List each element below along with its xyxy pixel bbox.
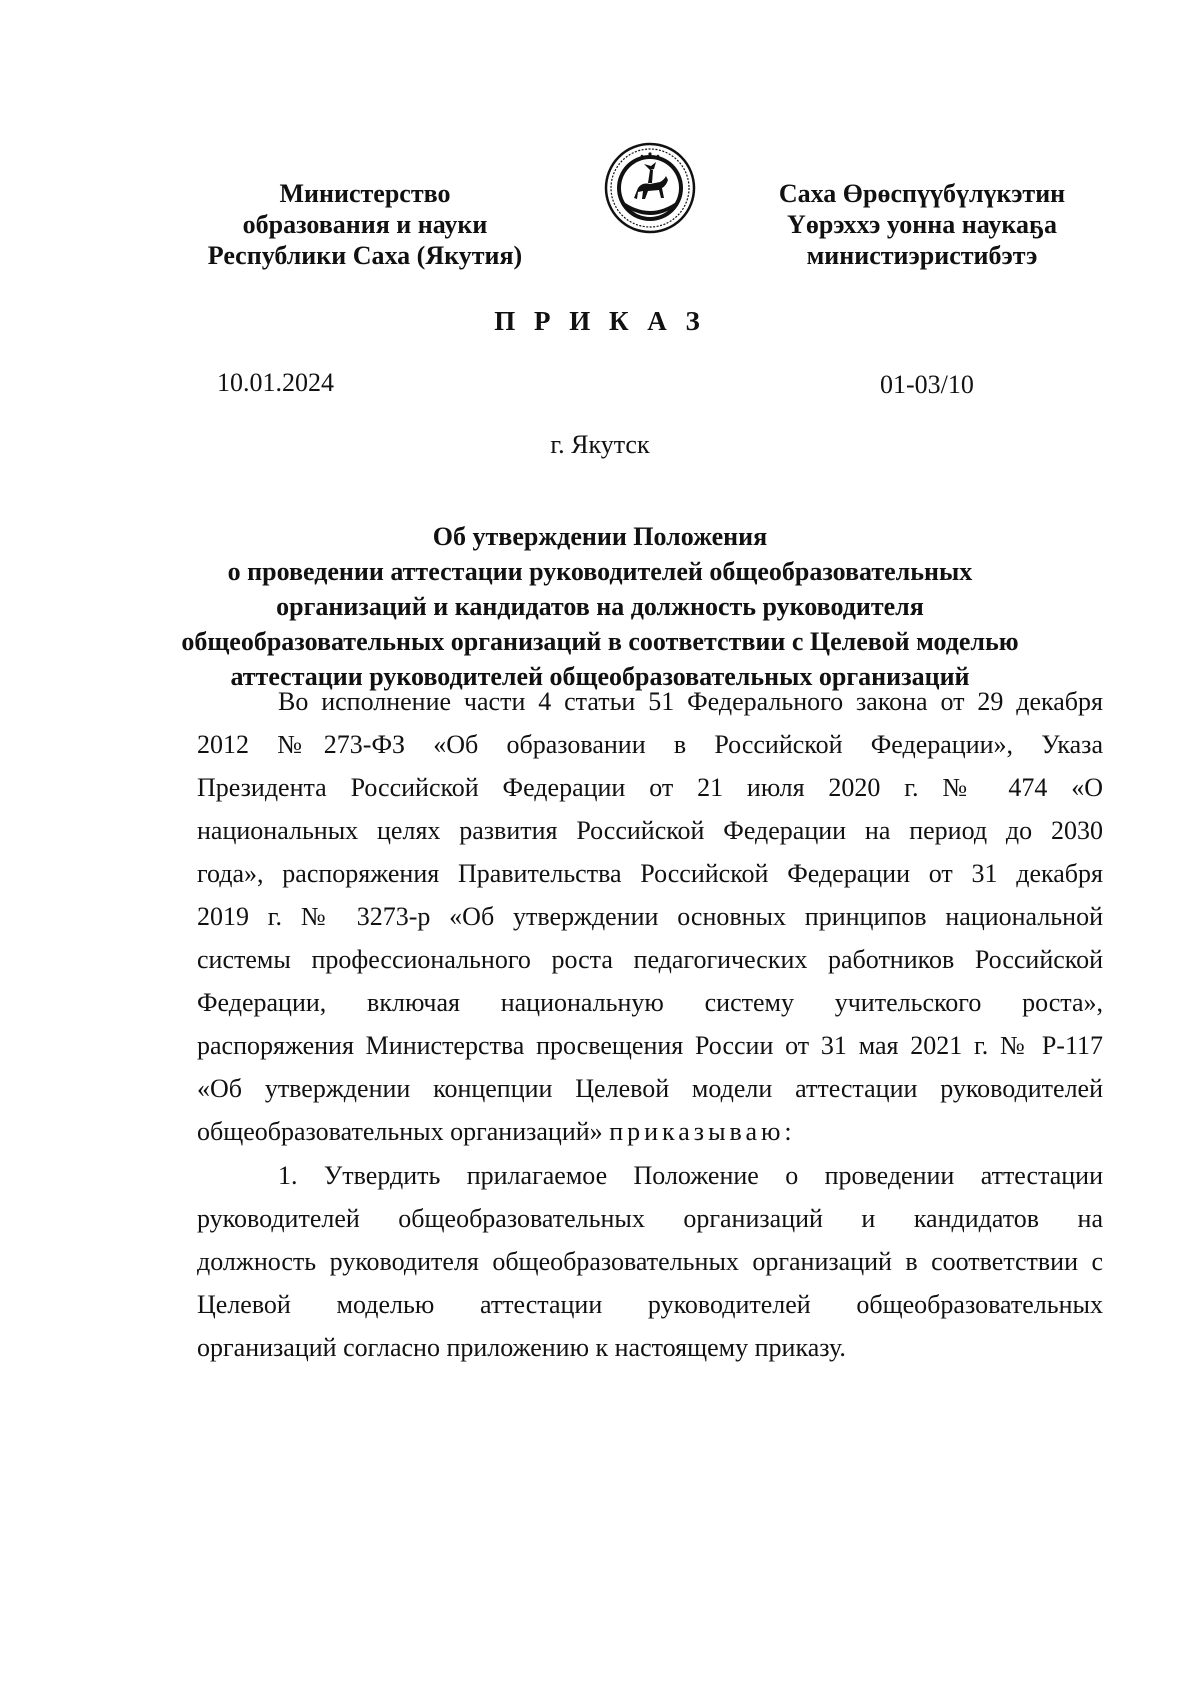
order-date: 10.01.2024 [217,368,334,397]
order-verb: приказываю: [609,1117,796,1146]
ministry-name-line: образования и науки [242,210,488,239]
republic-sakha-emblem-icon [604,142,696,234]
order-number: 01-03/10 [880,370,974,399]
body-line: Во исполнение части 4 статьи 51 Федерального закона от 29 декабря [278,687,1103,716]
subject-line: о проведении аттестации руководителей общеобразовательных [227,557,973,586]
body-line: Президента Российской Федерации от 21 июля 2020 г. № 474 «О [197,773,1103,802]
body-line: 1. Утвердить прилагаемое Положение о проведении аттестации [278,1161,1103,1190]
body-line: 2012 №273-ФЗ «Об образовании в Российской Федерации», Указа [197,730,1103,759]
body-line: Целевой моделью аттестации руководителей общеобразовательных [197,1290,1103,1319]
body-line: распоряжения Министерства просвещения России от 31 мая 2021 г. № Р-117 [197,1031,1103,1060]
body-line: национальных целях развития Российской Федерации на период до 2030 [197,816,1103,845]
body-line: Федерации, включая национальную систему учительского роста», [197,988,1103,1017]
body-text: общеобразовательных организаций» [197,1117,603,1146]
order-subject [150,519,1050,694]
body-line: руководителей общеобразовательных организаций и кандидатов на [197,1204,1103,1233]
ministry-name-line: министиэристибэтэ [806,241,1038,270]
subject-line: организаций и кандидатов на должность руководителя [276,592,924,621]
body-line: «Об утверждении концепции Целевой модели аттестации руководителей [197,1074,1103,1103]
subject-line: Об утверждении Положения [432,522,768,551]
document-type-title: П Р И К А З [494,306,706,336]
ministry-name-yakut [742,178,1102,271]
ministry-name-line: Үөрэххэ уонна наукаҕа [787,210,1057,239]
order-city: г. Якутск [550,430,650,459]
ministry-name-line: Министерство [279,179,451,208]
body-line: должность руководителя общеобразовательных организаций в соответствии с [197,1247,1103,1276]
ministry-name-line: Республики Саха (Якутия) [207,241,523,270]
subject-line: аттестации руководителей общеобразовательных организаций [230,662,970,691]
body-line: организаций согласно приложению к настоящему приказу. [197,1333,846,1362]
subject-line: общеобразовательных организаций в соответствии с Целевой моделью [181,627,1019,656]
body-line: года», распоряжения Правительства Российской Федерации от 31 декабря [197,859,1103,888]
ministry-name-russian [200,178,530,271]
body-line-final [197,1117,1103,1147]
body-line: 2019 г. № 3273-р «Об утверждении основных принципов национальной [197,902,1103,931]
body-line: системы профессионального роста педагогических работников Российской [197,945,1103,974]
ministry-name-line: Саха Өрөспүүбүлүкэтин [778,179,1066,208]
